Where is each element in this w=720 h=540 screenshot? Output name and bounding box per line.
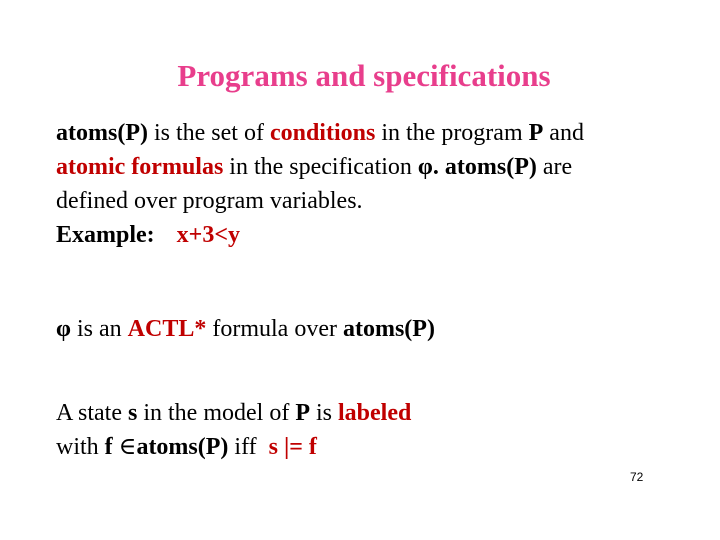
term-atomic-formulas: atomic formulas <box>56 154 224 180</box>
text: formula over <box>206 316 343 342</box>
line-1 <box>56 396 696 430</box>
line-3: defined over program variables. <box>56 188 363 214</box>
text: in the model of <box>137 400 296 426</box>
text: are <box>536 154 573 180</box>
text: and <box>543 120 584 146</box>
term-atoms: atoms(P) <box>136 434 229 460</box>
term-phi-atoms: φ. atoms(P) <box>417 154 537 180</box>
text: is <box>309 400 338 426</box>
text: in the specification <box>223 154 418 180</box>
text: iff <box>228 434 263 460</box>
term-conditions: conditions <box>269 120 376 146</box>
term-atoms: atoms(P) <box>56 120 148 146</box>
example-label: Example: <box>56 222 155 248</box>
text: A state <box>56 400 128 426</box>
term-s: s <box>128 400 138 426</box>
term-satisfies: s |= f <box>268 434 317 460</box>
element-of-symbol: ∈ <box>118 434 137 460</box>
symbol-phi: φ <box>56 316 71 342</box>
example-formula: x+3<y <box>176 222 241 248</box>
term-p: P <box>528 120 544 146</box>
paragraph-atoms-definition <box>56 116 696 252</box>
term-labeled: labeled <box>338 400 412 426</box>
paragraph-actl <box>56 312 696 346</box>
text: with <box>56 434 105 460</box>
slide-title: Programs and specifications <box>177 58 551 93</box>
line-2 <box>56 150 696 184</box>
term-actl: ACTL* <box>127 316 207 342</box>
term-p: P <box>295 400 310 426</box>
term-atoms: atoms(P) <box>342 316 435 342</box>
line-4 <box>56 218 696 252</box>
text: is an <box>70 316 128 342</box>
line-1 <box>56 116 696 150</box>
text: in the program <box>375 120 529 146</box>
line-2 <box>56 430 696 464</box>
text: is the set of <box>147 120 270 146</box>
paragraph-labeling <box>56 396 696 464</box>
term-f: f <box>104 434 119 460</box>
page-number: 72 <box>630 470 644 484</box>
